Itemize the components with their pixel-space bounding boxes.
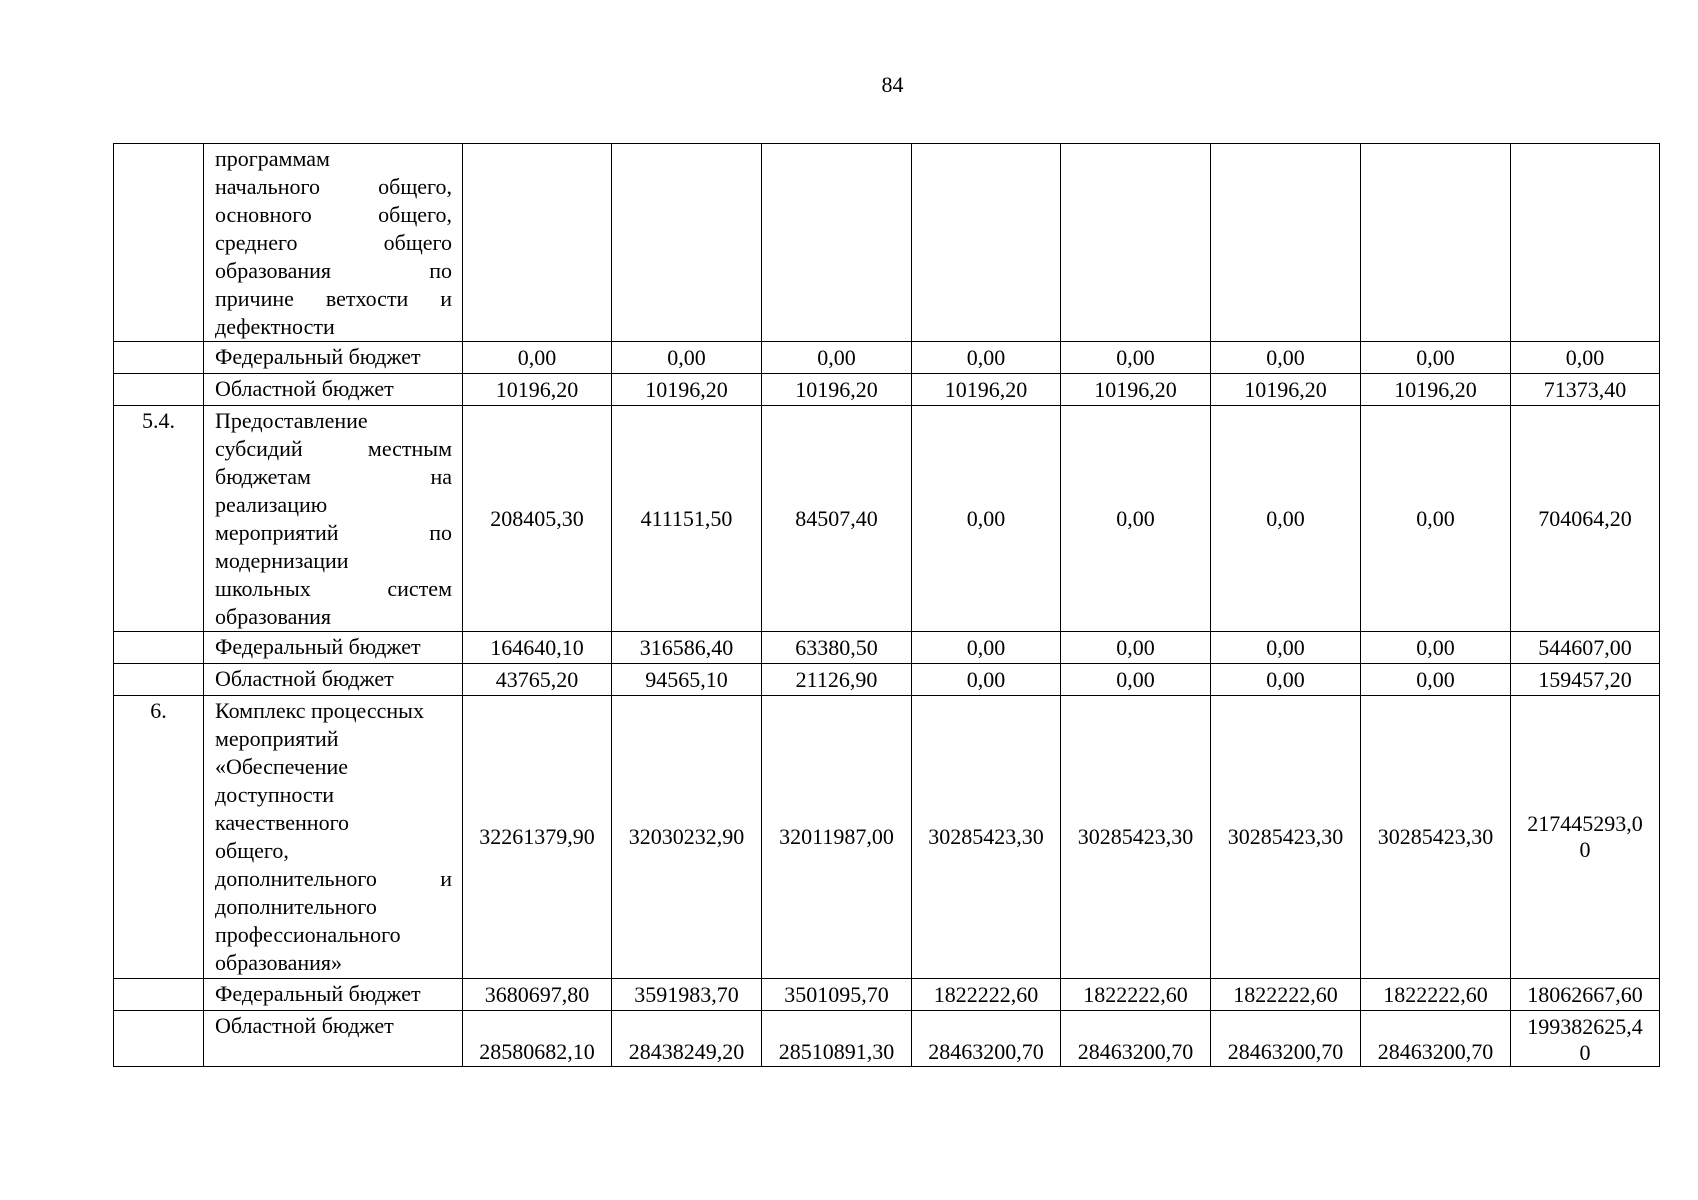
value-cell: 0,00 (1511, 342, 1660, 374)
value-cell: 0,00 (1061, 342, 1211, 374)
value-cell: 0,00 (1211, 664, 1361, 696)
description-line (215, 575, 452, 603)
row-description-cell: Федеральный бюджет (204, 342, 463, 374)
row-description-cell: Областной бюджет (204, 374, 463, 406)
value-cell: 1822222,60 (912, 979, 1061, 1011)
value-cell: 0,00 (1061, 664, 1211, 696)
description-line (215, 313, 452, 341)
value-cell: 1822222,60 (1211, 979, 1361, 1011)
value-cell: 0,00 (912, 342, 1061, 374)
description-line (215, 285, 452, 313)
value-cell: 28580682,10 (463, 1011, 612, 1067)
value-cell (1511, 144, 1660, 342)
value-cell (762, 144, 912, 342)
value-cell: 30285423,30 (912, 696, 1061, 979)
value-cell: 316586,40 (612, 632, 762, 664)
description-word: Предоставление (215, 408, 368, 433)
value-line: 217445293,0 (1527, 811, 1643, 836)
budget-table (113, 143, 1660, 1067)
table-row (114, 632, 1660, 664)
page-number: 84 (881, 72, 904, 97)
description-word: по (429, 520, 452, 545)
description-word: «Обеспечение (215, 754, 348, 779)
value-cell: 10196,20 (463, 374, 612, 406)
table-row (114, 696, 1660, 979)
table-row (114, 342, 1660, 374)
description-word: профессионального (215, 922, 401, 947)
value-cell: 0,00 (1361, 664, 1511, 696)
table-row (114, 406, 1660, 632)
description-word: систем (387, 576, 452, 601)
row-number-cell: 6. (114, 696, 204, 979)
value-line: 199382625,4 (1527, 1014, 1643, 1039)
value-cell: 32011987,00 (762, 696, 912, 979)
value-cell: 21126,90 (762, 664, 912, 696)
value-cell: 94565,10 (612, 664, 762, 696)
value-cell (1511, 696, 1660, 979)
description-word: ветхости (325, 286, 409, 311)
value-cell: 0,00 (1361, 406, 1511, 632)
description-word: местным (367, 436, 452, 461)
description-line (215, 725, 452, 753)
row-description-cell: Федеральный бюджет (204, 632, 463, 664)
value-cell (463, 144, 612, 342)
description-line (215, 809, 452, 837)
value-cell: 0,00 (1211, 632, 1361, 664)
value-cell: 71373,40 (1511, 374, 1660, 406)
description-line (215, 201, 452, 229)
value-cell: 208405,30 (463, 406, 612, 632)
description-line (215, 547, 452, 575)
description-word: общего, (378, 174, 452, 199)
value-cell: 159457,20 (1511, 664, 1660, 696)
description-line (215, 603, 452, 631)
description-word: образования (215, 258, 332, 283)
row-number-cell: 5.4. (114, 406, 204, 632)
value-cell: 3591983,70 (612, 979, 762, 1011)
row-number-cell (114, 342, 204, 374)
row-description-cell: Областной бюджет (204, 664, 463, 696)
value-cell: 30285423,30 (1061, 696, 1211, 979)
value-cell: 43765,20 (463, 664, 612, 696)
value-cell: 28510891,30 (762, 1011, 912, 1067)
description-word: программам (215, 146, 330, 171)
value-line: 0 (1579, 1040, 1591, 1065)
row-description-cell: Областной бюджет (204, 1011, 463, 1067)
value-cell: 0,00 (912, 406, 1061, 632)
value-cell: 544607,00 (1511, 632, 1660, 664)
row-number-cell (114, 664, 204, 696)
value-cell: 32030232,90 (612, 696, 762, 979)
value-cell: 0,00 (1061, 406, 1211, 632)
value-cell: 3680697,80 (463, 979, 612, 1011)
value-cell: 0,00 (1361, 632, 1511, 664)
description-line (215, 435, 452, 463)
value-cell: 411151,50 (612, 406, 762, 632)
value-cell (1361, 144, 1511, 342)
description-word: реализацию (215, 492, 328, 517)
description-line (215, 407, 452, 435)
value-cell (1061, 144, 1211, 342)
description-word: качественного (215, 810, 350, 835)
row-description-cell (204, 406, 463, 632)
value-cell: 10196,20 (912, 374, 1061, 406)
row-description-cell: Федеральный бюджет (204, 979, 463, 1011)
description-line (215, 949, 452, 977)
value-cell: 28463200,70 (1361, 1011, 1511, 1067)
value-cell: 0,00 (762, 342, 912, 374)
value-cell: 0,00 (1211, 342, 1361, 374)
row-description-cell (204, 144, 463, 342)
description-word: образования» (215, 950, 343, 975)
description-word: субсидий (215, 436, 303, 461)
value-cell: 1822222,60 (1361, 979, 1511, 1011)
table-row (114, 664, 1660, 696)
description-line (215, 697, 452, 725)
row-number-cell (114, 144, 204, 342)
description-line (215, 145, 452, 173)
value-cell (912, 144, 1061, 342)
description-word: и (440, 866, 452, 891)
value-cell: 32261379,90 (463, 696, 612, 979)
value-cell: 30285423,30 (1211, 696, 1361, 979)
value-cell: 28463200,70 (1211, 1011, 1361, 1067)
description-word: общего (383, 230, 452, 255)
description-word: бюджетам (215, 464, 311, 489)
description-line (215, 753, 452, 781)
value-cell: 28463200,70 (912, 1011, 1061, 1067)
description-word: Комплекс процессных (215, 698, 424, 723)
row-number-cell (114, 1011, 204, 1067)
description-word: среднего (215, 230, 298, 255)
table-row (114, 374, 1660, 406)
value-cell (1211, 144, 1361, 342)
description-word: дополнительного (215, 866, 377, 891)
value-cell (1511, 1011, 1660, 1067)
value-cell: 0,00 (1211, 406, 1361, 632)
description-word: на (430, 464, 452, 489)
row-description-cell (204, 696, 463, 979)
value-line: 0 (1579, 837, 1591, 862)
description-line (215, 893, 452, 921)
value-cell: 10196,20 (1061, 374, 1211, 406)
description-word: по (429, 258, 452, 283)
description-line (215, 257, 452, 285)
description-line (215, 519, 452, 547)
value-cell: 28463200,70 (1061, 1011, 1211, 1067)
value-cell: 63380,50 (762, 632, 912, 664)
description-line (215, 837, 452, 865)
value-cell: 30285423,30 (1361, 696, 1511, 979)
value-cell: 3501095,70 (762, 979, 912, 1011)
value-cell: 164640,10 (463, 632, 612, 664)
value-cell: 10196,20 (762, 374, 912, 406)
value-cell: 28438249,20 (612, 1011, 762, 1067)
description-word: и (440, 286, 452, 311)
value-cell: 84507,40 (762, 406, 912, 632)
description-line (215, 229, 452, 257)
value-cell: 10196,20 (1211, 374, 1361, 406)
row-number-cell (114, 374, 204, 406)
description-word: причине (215, 286, 294, 311)
description-line (215, 491, 452, 519)
description-word: дополнительного (215, 894, 377, 919)
description-word: мероприятий (215, 520, 339, 545)
description-word: начального (215, 174, 320, 199)
row-number-cell (114, 979, 204, 1011)
value-cell: 0,00 (1361, 342, 1511, 374)
value-cell: 1822222,60 (1061, 979, 1211, 1011)
value-cell (612, 144, 762, 342)
description-line (215, 463, 452, 491)
value-cell: 10196,20 (1361, 374, 1511, 406)
description-line (215, 921, 452, 949)
description-word: основного (215, 202, 312, 227)
row-number-cell (114, 632, 204, 664)
value-cell: 0,00 (912, 632, 1061, 664)
table-row (114, 1011, 1660, 1067)
value-cell: 10196,20 (612, 374, 762, 406)
table-row (114, 144, 1660, 342)
description-word: школьных (215, 576, 311, 601)
value-cell: 0,00 (612, 342, 762, 374)
description-word: общего, (378, 202, 452, 227)
description-word: общего, (215, 838, 289, 863)
value-cell: 0,00 (1061, 632, 1211, 664)
value-cell: 0,00 (912, 664, 1061, 696)
description-word: модернизации (215, 548, 349, 573)
description-word: доступности (215, 782, 335, 807)
description-word: дефектности (215, 314, 335, 339)
value-cell: 0,00 (463, 342, 612, 374)
table-row (114, 979, 1660, 1011)
description-line (215, 865, 452, 893)
description-word: мероприятий (215, 726, 339, 751)
description-word: образования (215, 604, 332, 629)
description-line (215, 781, 452, 809)
value-cell: 18062667,60 (1511, 979, 1660, 1011)
description-line (215, 173, 452, 201)
value-cell: 704064,20 (1511, 406, 1660, 632)
